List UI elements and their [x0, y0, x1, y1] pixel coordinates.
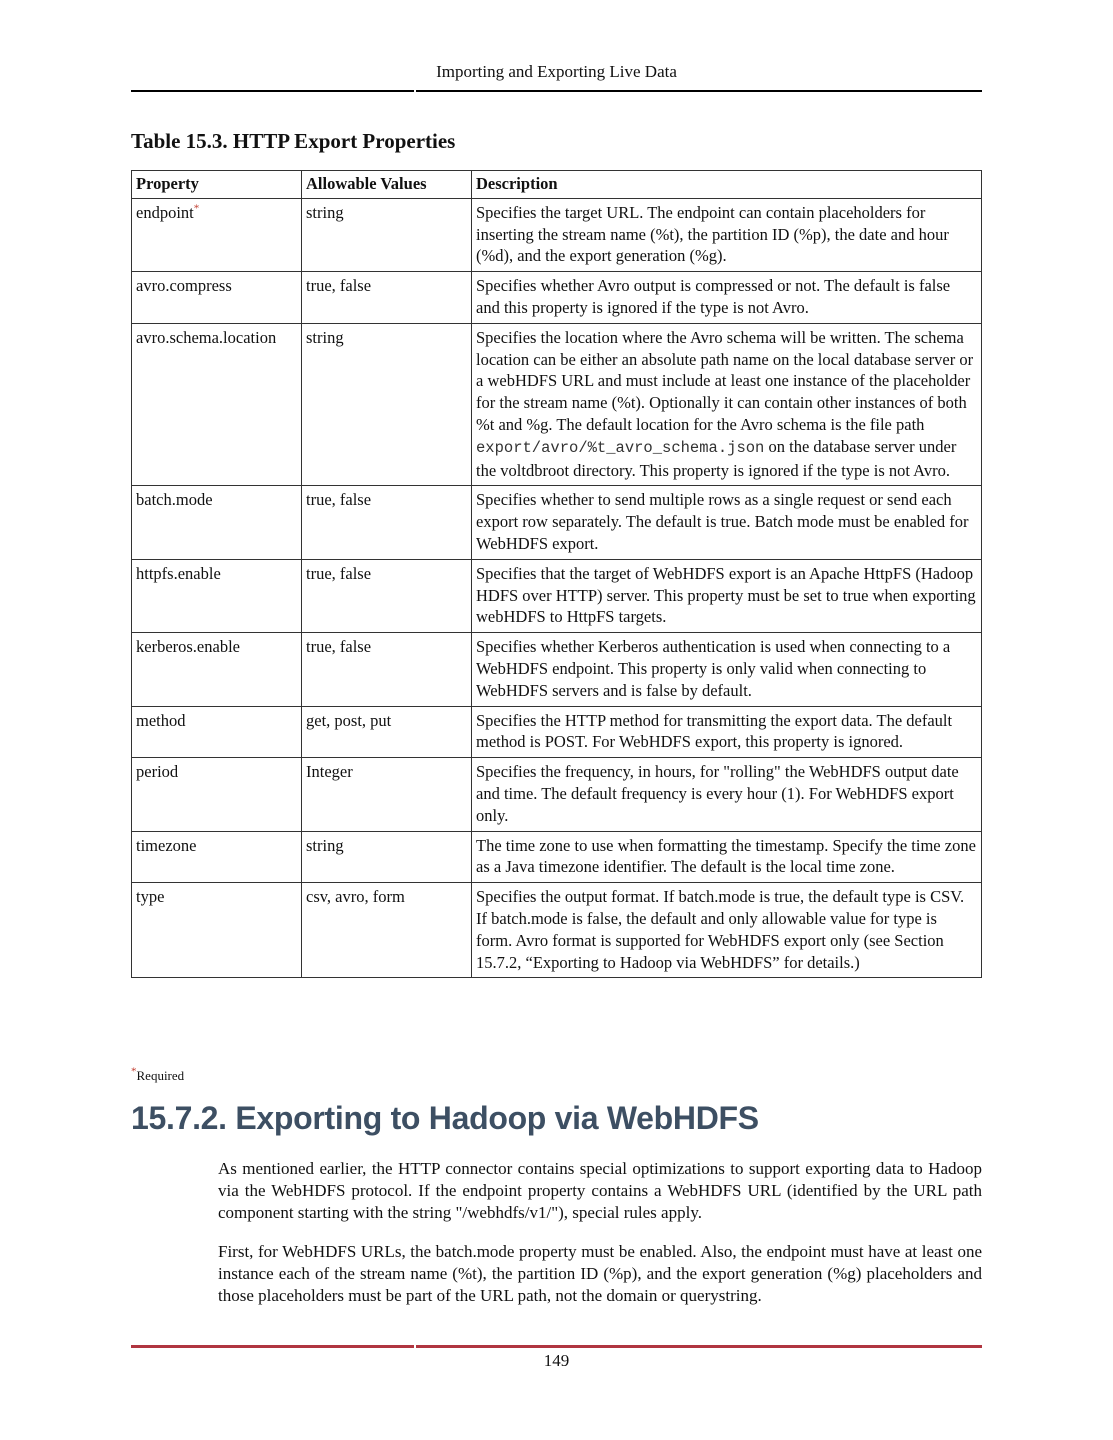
http-export-properties-table — [131, 170, 982, 978]
description-cell: Specifies that the target of WebHDFS export is an Apache HttpFS (Hadoop HDFS over HTTP) server. This property must be set to true when exporting webHDFS to HttpFS targets. — [472, 559, 982, 632]
table-row — [132, 559, 982, 632]
table-row — [132, 272, 982, 324]
table-row — [132, 323, 982, 486]
column-header-allowable-values: Allowable Values — [302, 171, 472, 199]
values-cell: string — [302, 831, 472, 883]
table-row — [132, 486, 982, 559]
schema-path-code: export/avro/%t_avro_schema.json — [476, 438, 765, 457]
values-cell: true, false — [302, 633, 472, 706]
running-header: Importing and Exporting Live Data — [436, 62, 677, 81]
footnote-text: Required — [136, 1068, 185, 1083]
property-cell: httpfs.enable — [132, 559, 302, 632]
property-cell: kerberos.enable — [132, 633, 302, 706]
table-row — [132, 198, 982, 271]
table-row — [132, 831, 982, 883]
table-row — [132, 758, 982, 831]
values-cell: true, false — [302, 486, 472, 559]
table-row — [132, 633, 982, 706]
body-paragraph: First, for WebHDFS URLs, the batch.mode property must be enabled. Also, the endpoint must have at least one instance each of the stream name (%t), the partition ID (%p), and the export generation (%g) placeholders and those placeholders must be part of the URL path, not the domain or querystring. — [218, 1242, 982, 1305]
table-header-row — [132, 171, 982, 199]
description-cell: The time zone to use when formatting the timestamp. Specify the time zone as a Java timezone identifier. The default is the local time zone. — [472, 831, 982, 883]
values-cell: get, post, put — [302, 706, 472, 758]
property-cell: type — [132, 883, 302, 978]
description-cell — [472, 323, 982, 486]
property-cell: avro.schema.location — [132, 323, 302, 486]
table-row — [132, 883, 982, 978]
body-paragraph: As mentioned earlier, the HTTP connector contains special optimizations to support exporting data to Hadoop via the WebHDFS protocol. If the endpoint property contains a WebHDFS URL (identified by the URL path component starting with the string "/webhdfs/v1/"), special rules apply. — [218, 1159, 982, 1222]
property-cell: avro.compress — [132, 272, 302, 324]
values-cell: csv, avro, form — [302, 883, 472, 978]
description-cell: Specifies the target URL. The endpoint can contain placeholders for inserting the stream name (%t), the partition ID (%p), the date and hour (%d), and the export generation (%g). — [472, 198, 982, 271]
column-header-description: Description — [472, 171, 982, 199]
values-cell: Integer — [302, 758, 472, 831]
property-cell — [132, 198, 302, 271]
footer-rule — [131, 1345, 982, 1348]
property-cell: batch.mode — [132, 486, 302, 559]
required-footnote — [131, 1065, 185, 1084]
required-marker: * — [131, 1065, 137, 1078]
values-cell: string — [302, 323, 472, 486]
section-heading: 15.7.2. Exporting to Hadoop via WebHDFS — [131, 1100, 759, 1136]
values-cell: string — [302, 198, 472, 271]
description-cell: Specifies whether Kerberos authentication is used when connecting to a WebHDFS endpoint. This property is only valid when connecting to WebHDFS servers and is false by default. — [472, 633, 982, 706]
description-cell: Specifies the HTTP method for transmitting the export data. The default method is POST. For WebHDFS export, this property is ignored. — [472, 706, 982, 758]
values-cell: true, false — [302, 559, 472, 632]
property-cell: method — [132, 706, 302, 758]
description-text: on the database server under the voltdbroot directory. This property is ignored if the type is not Avro. — [476, 436, 957, 480]
required-marker: * — [193, 202, 200, 215]
values-cell: true, false — [302, 272, 472, 324]
description-cell: Specifies whether Avro output is compressed or not. The default is false and this property is ignored if the type is not Avro. — [472, 272, 982, 324]
page-number: 149 — [543, 1351, 570, 1370]
description-cell: Specifies the output format. If batch.mode is true, the default type is CSV. If batch.mode is false, the default and only allowable value for type is form. Avro format is supported for WebHDFS export only (see Section 15.7.2, “Exporting to Hadoop via WebHDFS” for details.) — [472, 883, 982, 978]
property-cell: period — [132, 758, 302, 831]
property-cell: timezone — [132, 831, 302, 883]
table-title: Table 15.3. HTTP Export Properties — [131, 129, 456, 153]
description-cell: Specifies the frequency, in hours, for "rolling" the WebHDFS output date and time. The default frequency is every hour (1). For WebHDFS export only. — [472, 758, 982, 831]
table-row — [132, 706, 982, 758]
column-header-property: Property — [132, 171, 302, 199]
property-name: endpoint — [136, 202, 194, 222]
description-text: Specifies the location where the Avro schema will be written. The schema location can be either an absolute path name on the local database server or a webHDFS URL and must include at least one instance of the placeholder for the stream name (%t). Optionally it can contain other instances of both %t and %g. The default location for the Avro schema is the file path — [476, 327, 974, 434]
description-cell: Specifies whether to send multiple rows as a single request or send each export row separately. The default is true. Batch mode must be enabled for WebHDFS export. — [472, 486, 982, 559]
header-rule — [131, 90, 982, 92]
